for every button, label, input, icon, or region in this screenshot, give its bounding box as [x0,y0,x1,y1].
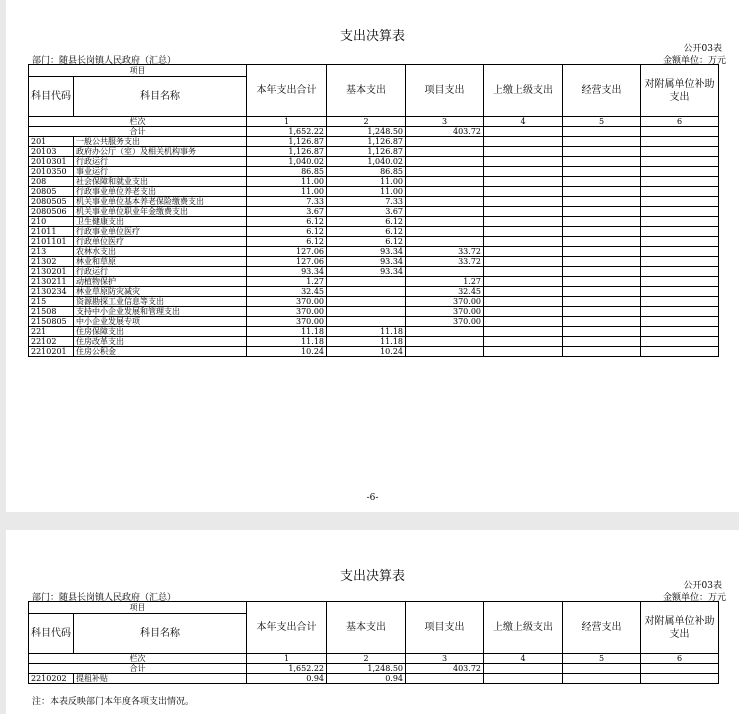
row-business [563,287,641,297]
row-code: 2130201 [29,267,74,277]
row-basic: 93.34 [327,247,406,257]
sum-basic: 1,248.50 [327,664,406,674]
row-subsidy [641,187,719,197]
row-name: 支持中小企业发展和管理支出 [74,307,247,317]
row-name: 一般公共服务支出 [74,137,247,147]
footnote: 注：本表反映部门本年度各项支出情况。 [32,697,195,707]
sum-project: 403.72 [406,664,484,674]
row-upper [484,247,563,257]
row-total: 10.24 [247,347,327,357]
row-business [563,147,641,157]
row-name: 住房保障支出 [74,327,247,337]
table-row [29,137,719,147]
row-upper [484,217,563,227]
row-business [563,197,641,207]
row-basic [327,307,406,317]
row-basic: 6.12 [327,237,406,247]
header-group-label: 项目 [29,65,247,77]
unit-label: 金额单位：万元 [662,56,726,66]
row-project [406,177,484,187]
row-total: 370.00 [247,297,327,307]
col-index-business: 5 [563,654,641,664]
row-total: 6.12 [247,237,327,247]
row-total: 0.94 [247,674,327,684]
row-total: 1,040.02 [247,157,327,167]
row-business [563,327,641,337]
row-subsidy [641,287,719,297]
row-basic: 93.34 [327,257,406,267]
row-project [406,147,484,157]
row-business [563,237,641,247]
row-code: 221 [29,327,74,337]
row-code: 2210201 [29,347,74,357]
header-upper: 上缴上级支出 [484,65,563,117]
row-code: 213 [29,247,74,257]
col-index-project: 3 [406,117,484,127]
row-name: 事业运行 [74,167,247,177]
row-upper [484,167,563,177]
row-basic: 10.24 [327,347,406,357]
row-subsidy [641,217,719,227]
row-total: 1,126.87 [247,147,327,157]
row-upper [484,207,563,217]
row-basic: 3.67 [327,207,406,217]
table-row [29,167,719,177]
row-total: 1,126.87 [247,137,327,147]
header-project: 项目支出 [406,602,484,654]
table-row [29,147,719,157]
row-name: 机关事业单位职业年金缴费支出 [74,207,247,217]
row-code: 2101101 [29,237,74,247]
row-upper [484,147,563,157]
row-name: 提租补贴 [74,674,247,684]
row-project [406,267,484,277]
row-upper [484,237,563,247]
row-project: 370.00 [406,307,484,317]
sum-project: 403.72 [406,127,484,137]
sum-subsidy [641,664,719,674]
col-index-subsidy: 6 [641,654,719,664]
row-basic: 11.18 [327,327,406,337]
unit-label: 金额单位：万元 [662,593,726,603]
page-number: -6- [366,493,379,503]
row-project [406,197,484,207]
expenditure-table [28,601,719,684]
report-title: 支出决算表 [339,569,405,584]
table-row [29,297,719,307]
row-total: 6.12 [247,217,327,227]
row-name: 住房改革支出 [74,337,247,347]
header-total: 本年支出合计 [247,602,327,654]
row-project [406,347,484,357]
row-project: 370.00 [406,297,484,307]
header-code: 科目代码 [29,77,74,117]
row-basic: 6.12 [327,227,406,237]
row-upper [484,157,563,167]
row-upper [484,674,563,684]
row-subsidy [641,347,719,357]
table-row [29,237,719,247]
row-code: 2150805 [29,317,74,327]
row-subsidy [641,297,719,307]
row-subsidy [641,247,719,257]
row-upper [484,317,563,327]
row-total: 11.00 [247,187,327,197]
row-total: 93.34 [247,267,327,277]
sum-total: 1,652.22 [247,664,327,674]
department-label: 部门：随县长岗镇人民政府（汇总） [32,56,177,66]
table-row [29,207,719,217]
header-code: 科目代码 [29,614,74,654]
row-code: 2010350 [29,167,74,177]
row-business [563,317,641,327]
row-total: 370.00 [247,317,327,327]
table-row [29,177,719,187]
sum-subsidy [641,127,719,137]
header-basic: 基本支出 [327,65,406,117]
table-row [29,317,719,327]
row-code: 2130211 [29,277,74,287]
row-total: 86.85 [247,167,327,177]
col-index-total: 1 [247,654,327,664]
header-subsidy: 对附属单位补助支出 [641,65,719,117]
table-row [29,217,719,227]
sum-row [29,127,719,137]
row-subsidy [641,237,719,247]
row-total: 127.06 [247,247,327,257]
row-upper [484,337,563,347]
row-project [406,137,484,147]
row-subsidy [641,147,719,157]
row-total: 7.33 [247,197,327,207]
sum-total: 1,652.22 [247,127,327,137]
row-project: 33.72 [406,247,484,257]
table-row [29,197,719,207]
row-code: 2010301 [29,157,74,167]
row-business [563,247,641,257]
form-number: 公开03表 [683,44,722,54]
row-code: 20103 [29,147,74,157]
department-label: 部门：随县长岗镇人民政府（汇总） [32,593,177,603]
report-page-1 [6,0,739,512]
row-business [563,674,641,684]
sum-basic: 1,248.50 [327,127,406,137]
row-basic: 1,126.87 [327,137,406,147]
row-basic: 86.85 [327,167,406,177]
row-upper [484,227,563,237]
table-row [29,187,719,197]
row-name: 行政事业单位养老支出 [74,187,247,197]
row-subsidy [641,167,719,177]
row-subsidy [641,207,719,217]
row-project [406,237,484,247]
row-subsidy [641,137,719,147]
row-total: 1.27 [247,277,327,287]
row-basic: 7.33 [327,197,406,207]
header-group-label: 项目 [29,602,247,614]
header-upper: 上缴上级支出 [484,602,563,654]
row-name: 机关事业单位基本养老保险缴费支出 [74,197,247,207]
table-row [29,247,719,257]
row-business [563,257,641,267]
row-code: 208 [29,177,74,187]
row-code: 20805 [29,187,74,197]
header-name: 科目名称 [74,614,247,654]
col-index-total: 1 [247,117,327,127]
row-name: 行政事业单位医疗 [74,227,247,237]
row-project: 370.00 [406,317,484,327]
sum-row [29,664,719,674]
row-name: 政府办公厅（室）及相关机构事务 [74,147,247,157]
row-subsidy [641,674,719,684]
row-code: 2210202 [29,674,74,684]
row-code: 2080506 [29,207,74,217]
row-name: 行政运行 [74,157,247,167]
table-row [29,267,719,277]
table-row [29,277,719,287]
form-number: 公开03表 [683,581,722,591]
row-basic [327,277,406,287]
row-total: 3.67 [247,207,327,217]
row-upper [484,187,563,197]
row-code: 215 [29,297,74,307]
row-name: 动植物保护 [74,277,247,287]
row-business [563,307,641,317]
row-project [406,187,484,197]
row-subsidy [641,327,719,337]
sum-business [563,664,641,674]
row-project [406,227,484,237]
row-total: 6.12 [247,227,327,237]
row-business [563,177,641,187]
table-row [29,287,719,297]
row-name: 资源勘探工业信息等支出 [74,297,247,307]
row-basic: 1,126.87 [327,147,406,157]
row-code: 21302 [29,257,74,267]
row-name: 行政单位医疗 [74,237,247,247]
row-upper [484,307,563,317]
row-code: 21011 [29,227,74,237]
row-subsidy [641,227,719,237]
header-project: 项目支出 [406,65,484,117]
row-code: 2080505 [29,197,74,207]
col-index-upper: 4 [484,654,563,664]
row-name: 行政运行 [74,267,247,277]
row-project: 1.27 [406,277,484,287]
row-subsidy [641,277,719,287]
row-name: 林业草原防灾减灾 [74,287,247,297]
report-title: 支出决算表 [339,29,405,44]
row-basic [327,297,406,307]
col-index-project: 3 [406,654,484,664]
row-basic: 0.94 [327,674,406,684]
row-business [563,137,641,147]
row-total: 32.45 [247,287,327,297]
row-project [406,207,484,217]
header-business: 经营支出 [563,65,641,117]
row-basic: 6.12 [327,217,406,227]
table-row [29,157,719,167]
table-row [29,307,719,317]
sum-label: 合计 [29,127,247,137]
row-project [406,674,484,684]
col-index-basic: 2 [327,654,406,664]
row-business [563,217,641,227]
col-index-label: 栏次 [29,117,247,127]
row-total: 11.18 [247,337,327,347]
row-subsidy [641,307,719,317]
header-basic: 基本支出 [327,602,406,654]
row-business [563,207,641,217]
row-basic [327,287,406,297]
sum-business [563,127,641,137]
row-upper [484,137,563,147]
header-total: 本年支出合计 [247,65,327,117]
row-project: 32.45 [406,287,484,297]
col-index-upper: 4 [484,117,563,127]
row-subsidy [641,257,719,267]
row-code: 210 [29,217,74,227]
header-business: 经营支出 [563,602,641,654]
row-upper [484,257,563,267]
row-basic: 11.00 [327,177,406,187]
row-code: 2130234 [29,287,74,297]
row-total: 370.00 [247,307,327,317]
row-name: 中小企业发展专项 [74,317,247,327]
row-name: 住房公积金 [74,347,247,357]
row-total: 11.18 [247,327,327,337]
header-subsidy: 对附属单位补助支出 [641,602,719,654]
row-code: 201 [29,137,74,147]
table-row [29,674,719,684]
row-name: 卫生健康支出 [74,217,247,227]
table-row [29,227,719,237]
row-subsidy [641,267,719,277]
header-name: 科目名称 [74,77,247,117]
row-project: 33.72 [406,257,484,267]
row-upper [484,197,563,207]
row-upper [484,177,563,187]
row-subsidy [641,177,719,187]
row-business [563,227,641,237]
sum-upper [484,127,563,137]
row-name: 林业和草原 [74,257,247,267]
row-code: 22102 [29,337,74,347]
row-business [563,277,641,287]
row-project [406,167,484,177]
row-subsidy [641,337,719,347]
row-basic: 11.00 [327,187,406,197]
row-name: 农林水支出 [74,247,247,257]
row-business [563,187,641,197]
col-index-label: 栏次 [29,654,247,664]
row-business [563,347,641,357]
row-subsidy [641,197,719,207]
row-upper [484,287,563,297]
col-index-subsidy: 6 [641,117,719,127]
row-project [406,157,484,167]
table-row [29,337,719,347]
sum-label: 合计 [29,664,247,674]
sum-upper [484,664,563,674]
row-project [406,337,484,347]
row-basic: 11.18 [327,337,406,347]
col-index-basic: 2 [327,117,406,127]
row-project [406,327,484,337]
row-upper [484,297,563,307]
row-total: 127.06 [247,257,327,267]
row-upper [484,277,563,287]
table-row [29,327,719,337]
report-page-2 [6,530,739,714]
row-subsidy [641,317,719,327]
row-total: 11.00 [247,177,327,187]
row-upper [484,267,563,277]
row-business [563,167,641,177]
row-basic [327,317,406,327]
row-basic: 1,040.02 [327,157,406,167]
row-upper [484,327,563,337]
table-row [29,347,719,357]
row-name: 社会保障和就业支出 [74,177,247,187]
row-business [563,267,641,277]
row-business [563,157,641,167]
expenditure-table [28,64,719,357]
row-project [406,217,484,227]
row-code: 21508 [29,307,74,317]
row-upper [484,347,563,357]
col-index-business: 5 [563,117,641,127]
row-subsidy [641,157,719,167]
row-business [563,337,641,347]
row-business [563,297,641,307]
row-basic: 93.34 [327,267,406,277]
table-row [29,257,719,267]
